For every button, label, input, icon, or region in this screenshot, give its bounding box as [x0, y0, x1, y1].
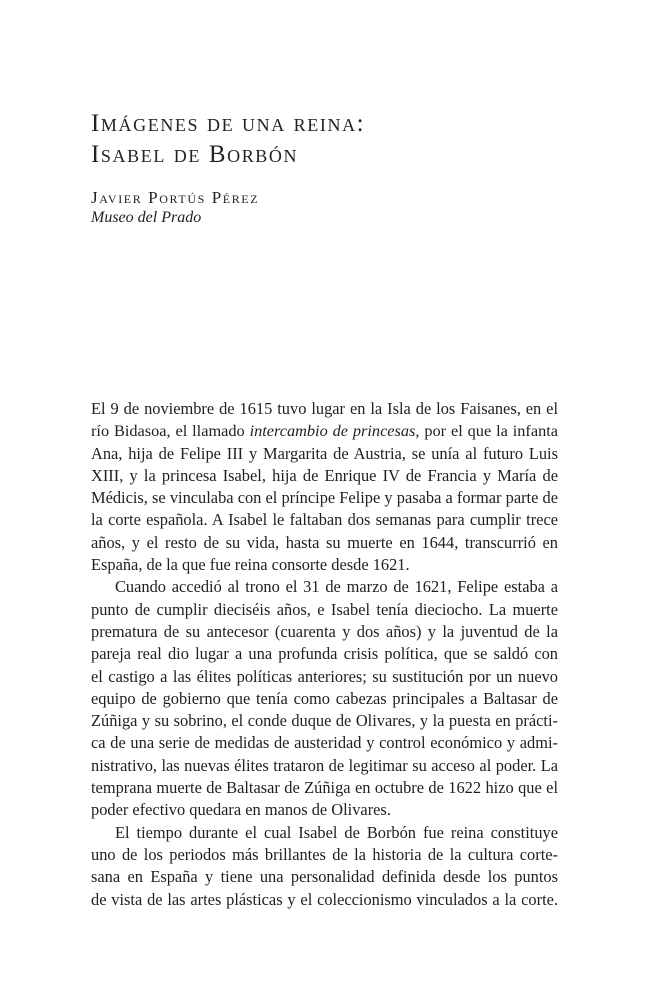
text-fragment: , por el que la infanta: [415, 421, 558, 441]
text-line: XIII, y la princesa Isabel, hija de Enrique IV de Francia y María de: [91, 465, 558, 485]
text-line: Ana, hija de Felipe III y Margarita de Austria, se unía al futuro Luis: [91, 443, 558, 463]
author-name: Javier Portús Pérez: [91, 188, 260, 207]
paragraph-3: [91, 822, 558, 911]
chapter-title: [91, 108, 561, 170]
text-line: sana en España y tiene una personalidad definida desde los puntos: [91, 867, 558, 887]
text-line: el castigo a las élites políticas anteriores; su sustitución por un nuevo: [91, 666, 558, 686]
italic-term: intercambio de princesas: [249, 421, 416, 441]
text-fragment: río Bidasoa, el llamado: [91, 421, 250, 441]
text-line: Zúñiga y su sobrino, el conde duque de Olivares, y la puesta en prácti-: [91, 711, 558, 731]
text-line: la corte española. A Isabel le faltaban dos semanas para cumplir trece: [91, 510, 558, 530]
text-line: temprana muerte de Baltasar de Zúñiga en octubre de 1622 hizo que el: [91, 778, 558, 798]
body-text: [91, 398, 558, 911]
text-line: [91, 420, 558, 442]
text-line: España, de la que fue reina consorte desde 1621.: [91, 555, 410, 575]
text-line: El 9 de noviembre de 1615 tuvo lugar en la Isla de los Faisanes, en el: [91, 399, 558, 418]
paragraph-2: [91, 576, 558, 821]
text-line: equipo de gobierno que tenía como cabezas principales a Baltasar de: [91, 688, 558, 708]
text-line: Cuando accedió al trono el 31 de marzo de 1621, Felipe estaba a: [115, 577, 558, 597]
text-line: pareja real dio lugar a una profunda crisis política, que se saldó con: [91, 644, 558, 664]
text-line: años, y el resto de su vida, hasta su muerte en 1644, transcurrió en: [91, 532, 558, 552]
paragraph-1: [91, 398, 558, 576]
text-line: prematura de su antecesor (cuarenta y dos años) y la juventud de la: [91, 621, 558, 641]
text-line: uno de los periodos más brillantes de la historia de la cultura corte-: [91, 844, 558, 864]
chapter-title-line-1: Imágenes de una reina:: [91, 110, 366, 137]
author-affiliation: Museo del Prado: [91, 209, 202, 226]
text-line: punto de cumplir dieciséis años, e Isabel tenía dieciocho. La muerte: [91, 599, 558, 619]
text-line: nistrativo, las nuevas élites trataron de legitimar su acceso al poder. La: [91, 755, 558, 775]
text-line: de vista de las artes plásticas y el coleccionismo vinculados a la corte.: [91, 889, 558, 909]
text-line: ca de una serie de medidas de austeridad y control económico y admi-: [91, 733, 558, 753]
text-line: El tiempo durante el cual Isabel de Borbón fue reina constituye: [115, 822, 558, 842]
text-line: poder efectivo quedara en manos de Olivares.: [91, 800, 391, 820]
text-line: Médicis, se vinculaba con el príncipe Felipe y pasaba a formar parte de: [91, 488, 558, 508]
chapter-title-line-2: Isabel de Borbón: [91, 141, 299, 168]
